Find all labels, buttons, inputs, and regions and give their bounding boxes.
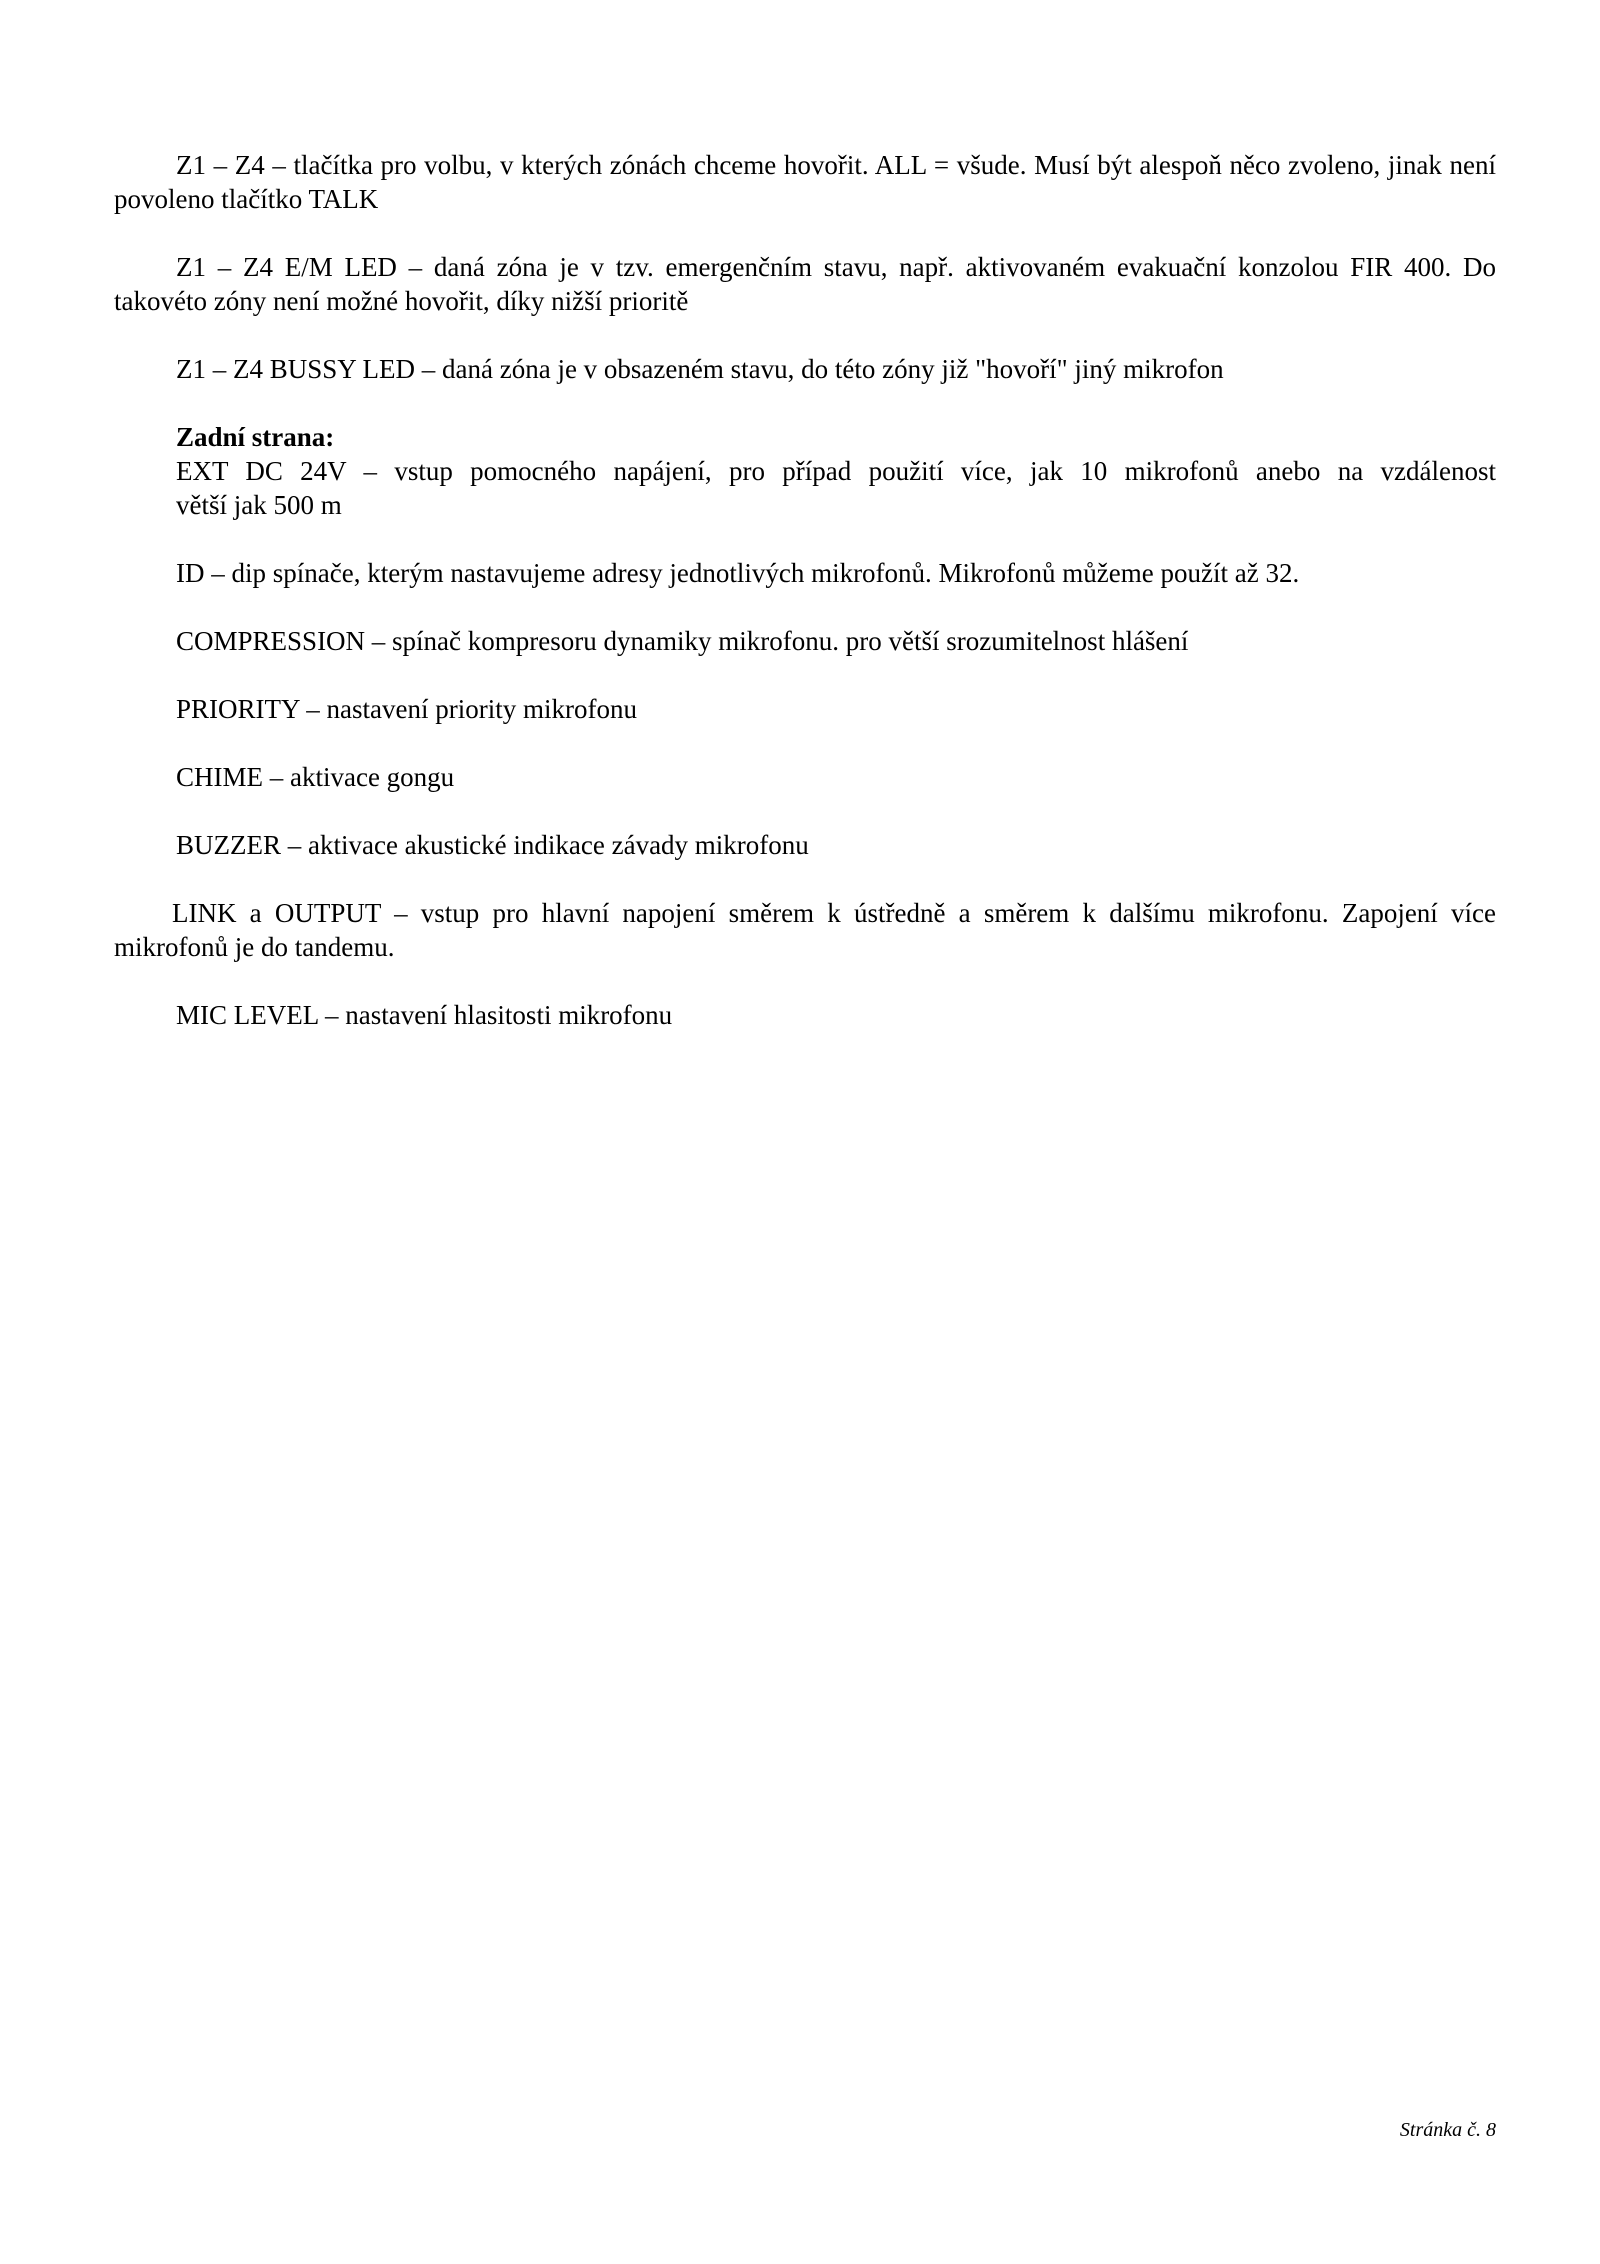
page-number-footer: Stránka č. 8	[1399, 2119, 1496, 2141]
paragraph-link-output: LINK a OUTPUT – vstup pro hlavní napojení směrem k ústředně a směrem k dalšímu mikrofonu. Zapojení více mikrofonů je do tandemu.	[114, 898, 1496, 962]
section-heading-rear-side: Zadní strana:	[176, 422, 335, 452]
paragraph-ext-dc-line1: EXT DC 24V – vstup pomocného napájení, pro případ použití více, jak 10 mikrofonů anebo na vzdálenost	[176, 456, 1496, 486]
paragraph-id: ID – dip spínače, kterým nastavujeme adresy jednotlivých mikrofonů. Mikrofonů můžeme použít až 32.	[176, 558, 1300, 588]
paragraph-chime: CHIME – aktivace gongu	[176, 762, 455, 792]
paragraph-ext-dc-line2: větší jak 500 m	[176, 490, 342, 520]
paragraph-zone-buttons: Z1 – Z4 – tlačítka pro volbu, v kterých zónách chceme hovořit. ALL = všude. Musí být alespoň něco zvoleno, jinak není povoleno tlačítko TALK	[114, 150, 1496, 214]
paragraph-buzzer: BUZZER – aktivace akustické indikace závady mikrofonu	[176, 830, 809, 860]
paragraph-compression: COMPRESSION – spínač kompresoru dynamiky mikrofonu. pro větší srozumitelnost hlášení	[176, 626, 1189, 656]
document-body	[114, 148, 1496, 1066]
paragraph-zone-busy-led: Z1 – Z4 BUSSY LED – daná zóna je v obsazeném stavu, do této zóny již "hovoří" jiný mikrofon	[176, 354, 1224, 384]
paragraph-zone-em-led: Z1 – Z4 E/M LED – daná zóna je v tzv. emergenčním stavu, např. aktivovaném evakuační konzolou FIR 400. Do takovéto zóny není možné hovořit, díky nižší prioritě	[114, 252, 1496, 316]
paragraph-mic-level: MIC LEVEL – nastavení hlasitosti mikrofonu	[176, 1000, 673, 1030]
paragraph-priority: PRIORITY – nastavení priority mikrofonu	[176, 694, 637, 724]
rear-side-section	[114, 420, 1496, 522]
